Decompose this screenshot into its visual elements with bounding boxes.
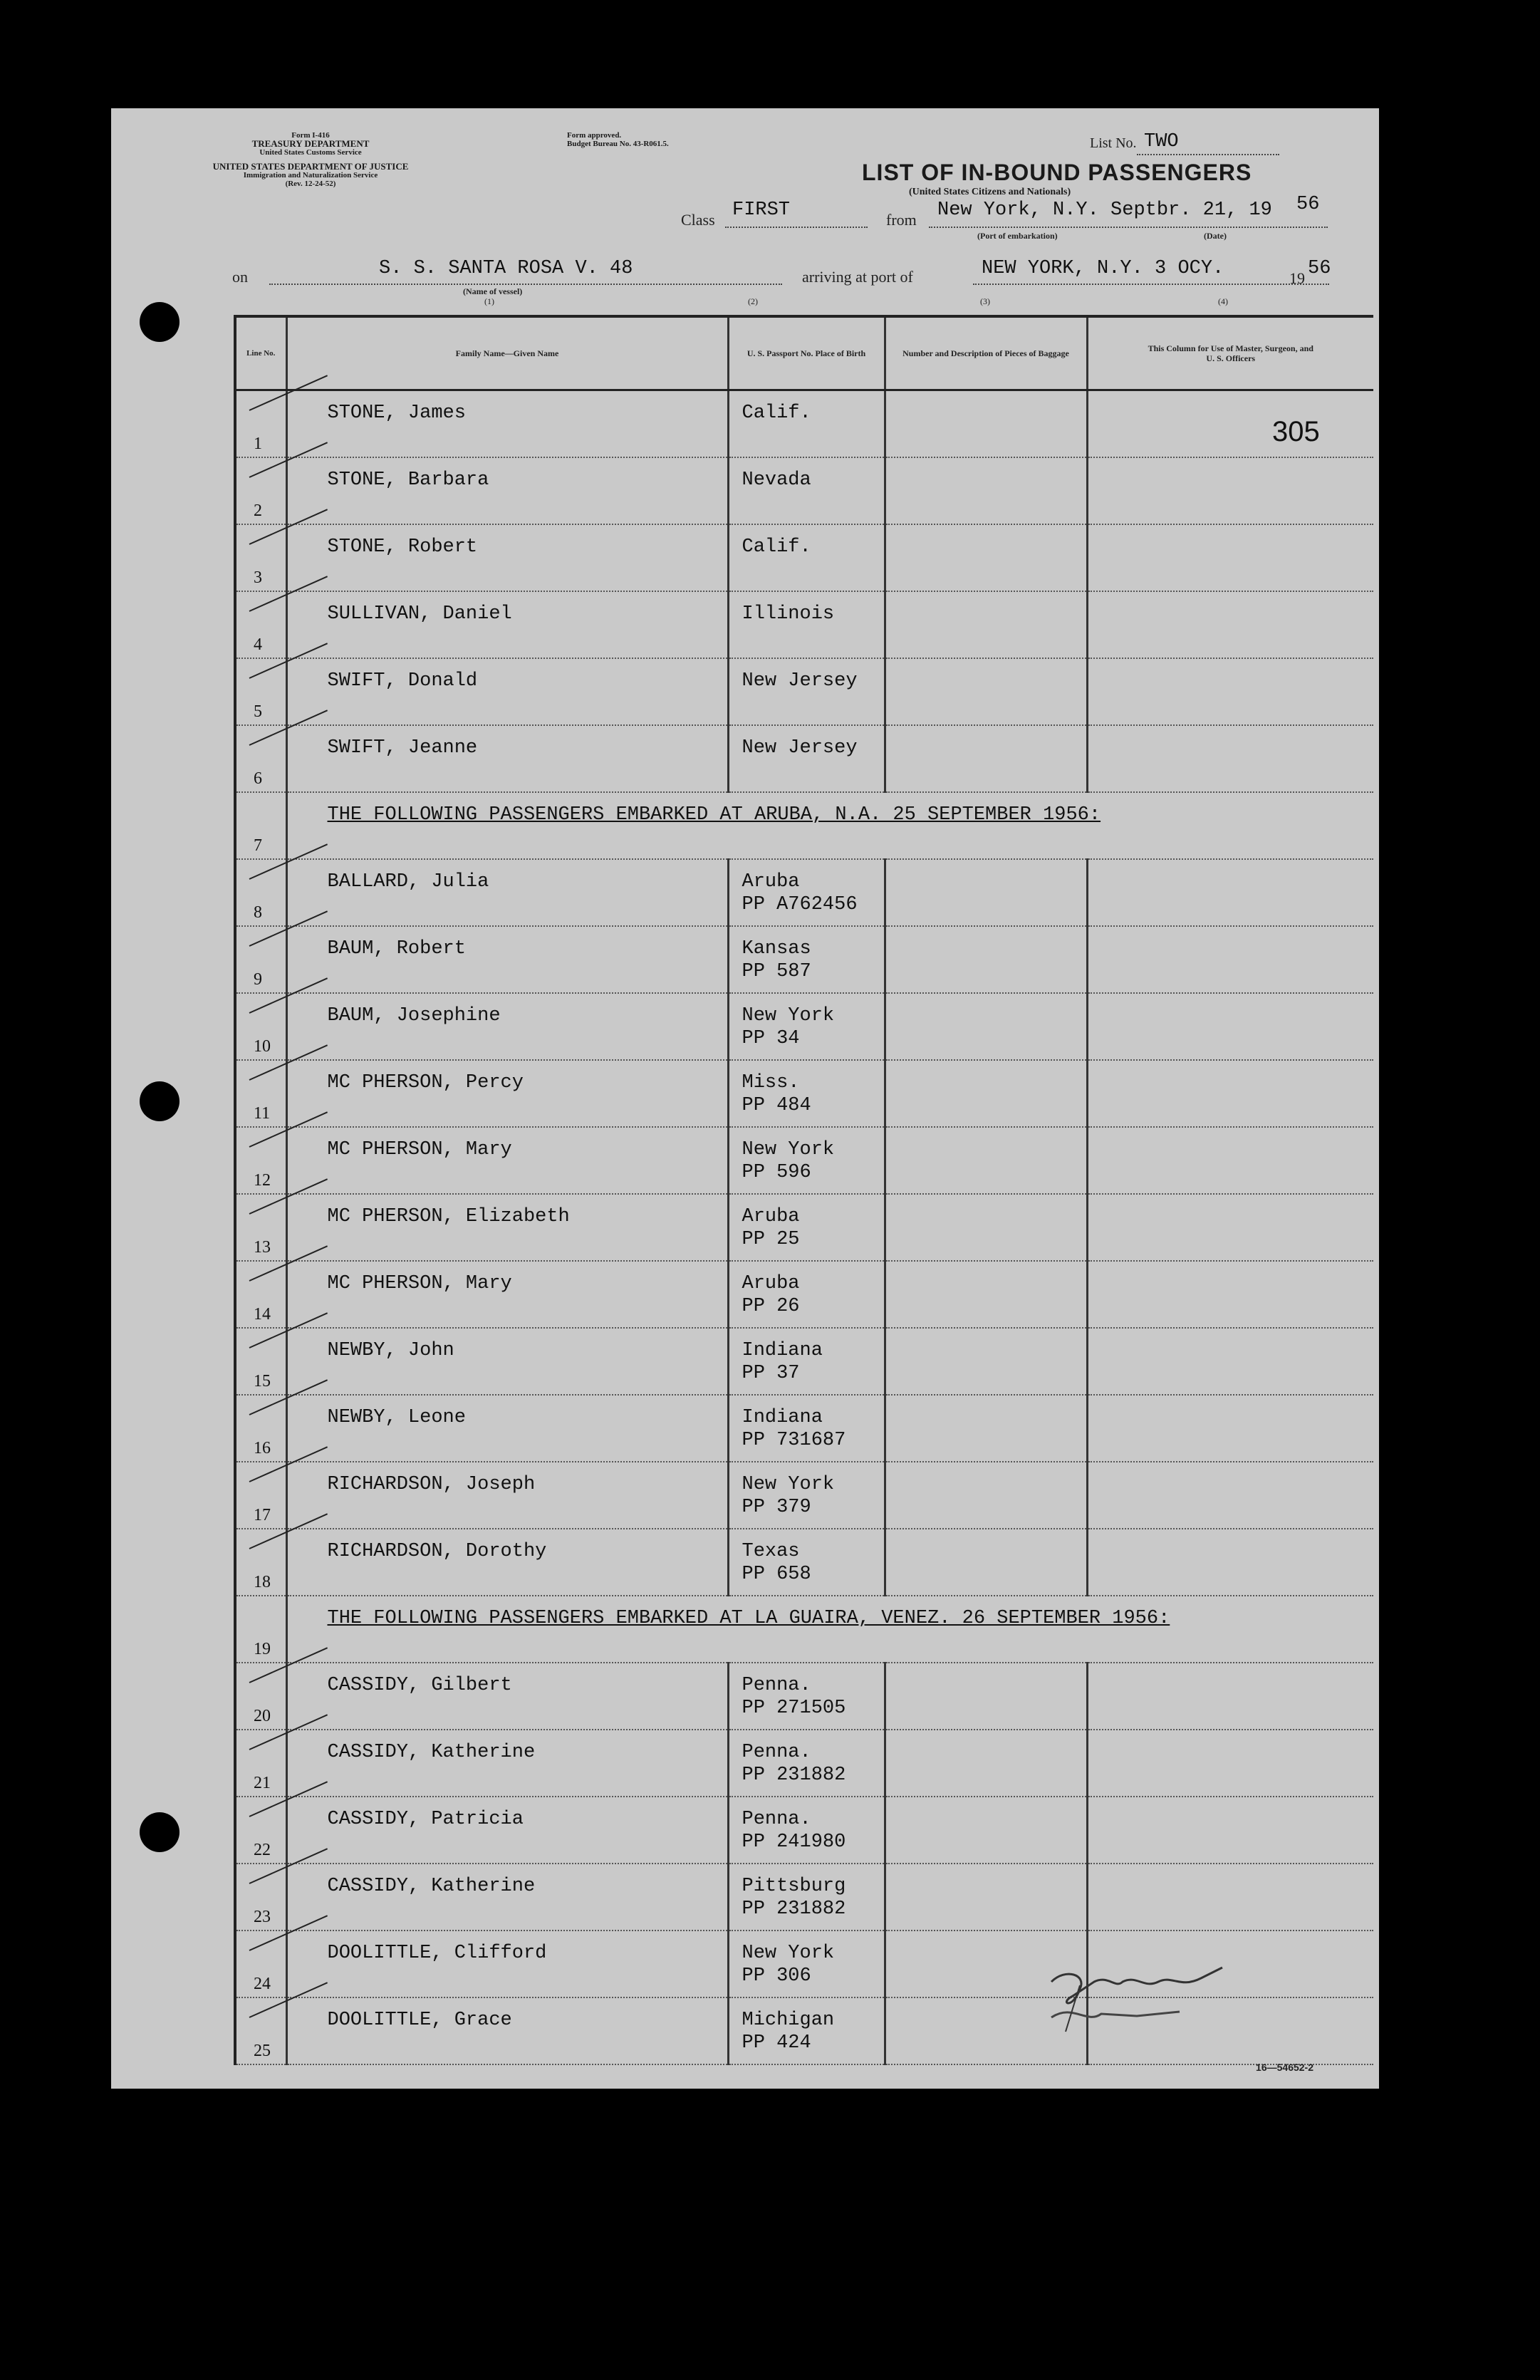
passenger-table (234, 315, 1373, 2065)
passport-cell (728, 1462, 885, 1529)
line-number: 21 (254, 1774, 271, 1792)
officers-cell (1087, 658, 1373, 725)
passport-cell (728, 390, 885, 458)
punch-hole-middle (140, 1081, 180, 1121)
form-justice-line: UNITED STATES DEPARTMENT OF JUSTICE (212, 161, 409, 172)
budget-bureau-line: Budget Bureau No. 43-R061.5. (567, 140, 669, 148)
line-number: 18 (254, 1573, 271, 1591)
passport-cell (728, 1930, 885, 1997)
name-cell (286, 993, 728, 1060)
baggage-cell (885, 1194, 1087, 1261)
line-no-cell (235, 1997, 286, 2064)
line-number: 10 (254, 1037, 271, 1056)
line-number: 16 (254, 1439, 271, 1457)
place-of-birth: Texas (742, 1541, 800, 1562)
line-number: 13 (254, 1238, 271, 1257)
passport-cell (728, 1194, 885, 1261)
baggage-cell (885, 1127, 1087, 1194)
arriving-dots (973, 284, 1329, 285)
baggage-cell (885, 390, 1087, 458)
table-row (235, 1797, 1373, 1864)
line-number: 14 (254, 1305, 271, 1324)
place-of-birth: New York (742, 1474, 835, 1495)
table-row (235, 926, 1373, 993)
passenger-name: BALLARD, Julia (327, 871, 489, 893)
caption-3: (3) (980, 296, 990, 306)
col-baggage: Number and Description of Pieces of Baggage (885, 316, 1087, 390)
officers-cell (1087, 1797, 1373, 1864)
place-of-birth: Aruba (742, 1273, 800, 1294)
passport-number: PP 306 (742, 1965, 811, 1987)
section-note-row (235, 1596, 1373, 1663)
officers-cell (1087, 1127, 1373, 1194)
line-number: 17 (254, 1506, 271, 1524)
place-of-birth: Miss. (742, 1072, 800, 1093)
passenger-name: RICHARDSON, Dorothy (327, 1541, 547, 1562)
table-row (235, 859, 1373, 926)
place-of-birth: Pittsburg (742, 1876, 846, 1897)
name-cell (286, 524, 728, 591)
place-of-birth: Penna. (742, 1675, 811, 1696)
form-id-block (204, 131, 417, 188)
port-caption: (Port of embarkation) (977, 231, 1058, 241)
passport-cell (728, 859, 885, 926)
baggage-cell (885, 993, 1087, 1060)
passenger-name: CASSIDY, Katherine (327, 1876, 536, 1897)
name-cell (286, 457, 728, 524)
passport-cell (728, 1328, 885, 1395)
name-cell (286, 859, 728, 926)
place-of-birth: Penna. (742, 1809, 811, 1830)
line-no-cell (235, 1395, 286, 1462)
name-cell (286, 926, 728, 993)
passport-number: PP 379 (742, 1497, 811, 1518)
table-row (235, 1529, 1373, 1596)
passenger-name: STONE, James (327, 402, 466, 424)
passport-number: PP 241980 (742, 1831, 846, 1853)
vessel-caption: (Name of vessel) (463, 286, 523, 296)
caption-4: (4) (1218, 296, 1228, 306)
line-no-cell (235, 725, 286, 792)
punch-hole-bottom (140, 1812, 180, 1852)
form-number: 16—54652-2 (1256, 2062, 1313, 2073)
place-of-birth: Aruba (742, 871, 800, 893)
line-no-cell (235, 1596, 286, 1663)
line-number: 12 (254, 1171, 271, 1190)
table-row (235, 457, 1373, 524)
name-cell (286, 1730, 728, 1797)
form-rev-line: (Rev. 12-24-52) (285, 180, 336, 188)
class-label: Class (681, 211, 715, 229)
officers-cell (1087, 1328, 1373, 1395)
line-number: 19 (254, 1640, 271, 1658)
passport-number: PP 658 (742, 1564, 811, 1585)
line-number: 3 (254, 568, 262, 587)
passenger-name: CASSIDY, Gilbert (327, 1675, 512, 1696)
table-row (235, 1864, 1373, 1930)
form-id-line: Form I-416 (291, 131, 330, 140)
arriving-year: 56 (1308, 258, 1331, 279)
class-value: FIRST (732, 199, 791, 221)
table-row (235, 658, 1373, 725)
name-cell (286, 1997, 728, 2064)
passenger-name: MC PHERSON, Elizabeth (327, 1206, 570, 1227)
table-row (235, 1194, 1373, 1261)
line-no-cell (235, 859, 286, 926)
table-row (235, 725, 1373, 792)
place-of-birth: Michigan (742, 2010, 835, 2031)
line-no-cell (235, 792, 286, 859)
officers-cell (1087, 524, 1373, 591)
baggage-cell (885, 524, 1087, 591)
caption-2: (2) (748, 296, 758, 306)
line-no-cell (235, 926, 286, 993)
passport-number: PP 25 (742, 1229, 800, 1250)
passport-cell (728, 993, 885, 1060)
baggage-cell (885, 591, 1087, 658)
passenger-name: STONE, Barbara (327, 469, 489, 491)
officers-cell (1087, 926, 1373, 993)
line-no-cell (235, 1864, 286, 1930)
officers-cell (1087, 1663, 1373, 1730)
line-number: 20 (254, 1707, 271, 1725)
passenger-name: DOOLITTLE, Grace (327, 2010, 512, 2031)
officers-cell (1087, 1060, 1373, 1127)
form-service-line: United States Customs Service (259, 148, 362, 157)
passport-number: PP 271505 (742, 1698, 846, 1719)
place-of-birth: Indiana (742, 1407, 823, 1428)
baggage-cell (885, 1663, 1087, 1730)
from-value: New York, N.Y. Septbr. 21, 19 (937, 199, 1272, 221)
date-caption: (Date) (1204, 231, 1227, 241)
table-row (235, 993, 1373, 1060)
officers-cell (1087, 1261, 1373, 1328)
table-row (235, 1060, 1373, 1127)
form-approved-line: Form approved. (567, 131, 622, 140)
arriving-year-prefix: 19 (1289, 269, 1305, 287)
name-cell (286, 1328, 728, 1395)
officers-cell (1087, 1864, 1373, 1930)
arriving-value: NEW YORK, N.Y. 3 OCY. (982, 258, 1224, 279)
line-no-cell (235, 1328, 286, 1395)
passport-cell (728, 1997, 885, 2064)
passenger-name: SWIFT, Jeanne (327, 737, 478, 759)
officers-cell (1087, 1529, 1373, 1596)
place-of-birth: Nevada (742, 469, 811, 491)
line-number: 15 (254, 1372, 271, 1391)
passport-cell (728, 926, 885, 993)
passport-cell (728, 1127, 885, 1194)
from-year: 56 (1296, 194, 1320, 215)
line-no-cell (235, 390, 286, 458)
passenger-name: STONE, Robert (327, 536, 478, 558)
line-no-cell (235, 1930, 286, 1997)
punch-hole-top (140, 302, 180, 342)
passport-number: PP 731687 (742, 1430, 846, 1451)
col-name: Family Name—Given Name (286, 316, 728, 390)
baggage-cell (885, 1261, 1087, 1328)
passport-number: PP 424 (742, 2032, 811, 2054)
page-title: LIST OF IN-BOUND PASSENGERS (862, 160, 1252, 185)
line-no-cell (235, 524, 286, 591)
passenger-name: BAUM, Josephine (327, 1005, 501, 1027)
passenger-name: BAUM, Robert (327, 938, 466, 960)
line-no-cell (235, 1060, 286, 1127)
passport-number: PP 484 (742, 1095, 811, 1116)
list-no-value: TWO (1144, 131, 1179, 152)
passport-number: PP 587 (742, 961, 811, 982)
baggage-cell (885, 1864, 1087, 1930)
name-cell (286, 658, 728, 725)
list-no-dots (1137, 154, 1279, 155)
passenger-name: CASSIDY, Katherine (327, 1742, 536, 1763)
officers-cell (1087, 859, 1373, 926)
table-row (235, 1127, 1373, 1194)
line-number: 22 (254, 1841, 271, 1859)
vessel-value: S. S. SANTA ROSA V. 48 (379, 258, 633, 279)
place-of-birth: New Jersey (742, 670, 858, 692)
table-header-row (235, 316, 1373, 390)
passport-cell (728, 725, 885, 792)
passenger-name: RICHARDSON, Joseph (327, 1474, 536, 1495)
col-officers: This Column for Use of Master, Surgeon, and U. S. Officers (1087, 316, 1373, 390)
vessel-dots (269, 284, 782, 285)
page-subtitle: (United States Citizens and Nationals) (909, 187, 1071, 197)
list-no-label: List No. (1090, 135, 1137, 151)
officers-cell (1087, 1395, 1373, 1462)
section-note-row (235, 792, 1373, 859)
from-dots (929, 227, 1328, 228)
form-ins-line: Immigration and Naturalization Service (243, 171, 378, 180)
place-of-birth: Illinois (742, 603, 835, 625)
baggage-cell (885, 1395, 1087, 1462)
name-cell (286, 1930, 728, 1997)
line-number: 24 (254, 1975, 271, 1993)
line-no-cell (235, 1462, 286, 1529)
passport-cell (728, 1797, 885, 1864)
baggage-cell (885, 1060, 1087, 1127)
table-row (235, 1261, 1373, 1328)
arriving-label: arriving at port of (802, 268, 913, 286)
name-cell (286, 1395, 728, 1462)
passport-cell (728, 457, 885, 524)
passenger-name: NEWBY, John (327, 1340, 454, 1361)
on-label: on (232, 268, 248, 286)
baggage-cell (885, 1529, 1087, 1596)
table-row (235, 524, 1373, 591)
place-of-birth: Indiana (742, 1340, 823, 1361)
passport-number: PP 37 (742, 1363, 800, 1384)
passport-number: PP 596 (742, 1162, 811, 1183)
officers-cell (1087, 591, 1373, 658)
passenger-name: MC PHERSON, Mary (327, 1139, 512, 1160)
name-cell (286, 1529, 728, 1596)
place-of-birth: New York (742, 1943, 835, 1964)
name-cell (286, 1663, 728, 1730)
passport-number: PP 34 (742, 1028, 800, 1049)
passport-cell (728, 1864, 885, 1930)
line-number: 5 (254, 702, 262, 721)
baggage-cell (885, 926, 1087, 993)
passenger-name: MC PHERSON, Mary (327, 1273, 512, 1294)
line-number: 4 (254, 635, 262, 654)
line-number: 11 (254, 1104, 271, 1123)
place-of-birth: New York (742, 1005, 835, 1027)
line-number: 1 (254, 435, 262, 453)
place-of-birth: Aruba (742, 1206, 800, 1227)
passport-cell (728, 591, 885, 658)
baggage-cell (885, 725, 1087, 792)
place-of-birth: Calif. (742, 536, 811, 558)
form-approved-block (567, 131, 669, 148)
manifest-page (111, 108, 1379, 2089)
officer-signature (1037, 1960, 1237, 2039)
line-no-cell (235, 1663, 286, 1730)
passport-cell (728, 1395, 885, 1462)
officers-cell (1087, 993, 1373, 1060)
passport-cell (728, 1060, 885, 1127)
line-number: 7 (254, 836, 262, 855)
line-no-cell (235, 457, 286, 524)
officers-cell (1087, 390, 1373, 458)
passenger-name: DOOLITTLE, Clifford (327, 1943, 547, 1964)
line-number: 9 (254, 970, 262, 989)
name-cell (286, 390, 728, 458)
passport-cell (728, 1730, 885, 1797)
table-row (235, 390, 1373, 458)
name-cell (286, 725, 728, 792)
officers-cell (1087, 725, 1373, 792)
passenger-name: CASSIDY, Patricia (327, 1809, 524, 1830)
stamp-number: 305 (1272, 416, 1320, 447)
line-no-cell (235, 1529, 286, 1596)
line-no-cell (235, 1797, 286, 1864)
passenger-name: SULLIVAN, Daniel (327, 603, 512, 625)
passport-number: PP 231882 (742, 1765, 846, 1786)
baggage-cell (885, 1328, 1087, 1395)
name-cell (286, 1060, 728, 1127)
line-no-cell (235, 993, 286, 1060)
baggage-cell (885, 457, 1087, 524)
line-no-cell (235, 1127, 286, 1194)
name-cell (286, 1194, 728, 1261)
embarkation-note: THE FOLLOWING PASSENGERS EMBARKED AT ARUBA, N.A. 25 SEPTEMBER 1956: (327, 804, 1101, 826)
passport-number: PP 26 (742, 1296, 800, 1317)
passport-cell (728, 1663, 885, 1730)
baggage-cell (885, 1462, 1087, 1529)
embarkation-note: THE FOLLOWING PASSENGERS EMBARKED AT LA GUAIRA, VENEZ. 26 SEPTEMBER 1956: (327, 1608, 1170, 1629)
table-row (235, 1328, 1373, 1395)
officers-cell (1087, 457, 1373, 524)
baggage-cell (885, 1797, 1087, 1864)
passport-cell (728, 1261, 885, 1328)
place-of-birth: New Jersey (742, 737, 858, 759)
note-cell (286, 792, 1373, 859)
name-cell (286, 1797, 728, 1864)
officers-cell (1087, 1194, 1373, 1261)
line-number: 25 (254, 2042, 271, 2060)
passport-cell (728, 1529, 885, 1596)
passenger-name: NEWBY, Leone (327, 1407, 466, 1428)
table-row (235, 591, 1373, 658)
line-number: 23 (254, 1908, 271, 1926)
passport-number: PP A762456 (742, 894, 858, 915)
baggage-cell (885, 658, 1087, 725)
passenger-name: MC PHERSON, Percy (327, 1072, 524, 1093)
place-of-birth: New York (742, 1139, 835, 1160)
place-of-birth: Kansas (742, 938, 811, 960)
line-number: 2 (254, 502, 262, 520)
name-cell (286, 1261, 728, 1328)
passport-cell (728, 524, 885, 591)
col-passport: U. S. Passport No. Place of Birth (728, 316, 885, 390)
table-row (235, 1462, 1373, 1529)
place-of-birth: Penna. (742, 1742, 811, 1763)
form-dept-line: TREASURY DEPARTMENT (251, 138, 370, 149)
line-number: 8 (254, 903, 262, 922)
note-cell (286, 1596, 1373, 1663)
vessel-col-num: (1) (484, 296, 494, 306)
line-no-cell (235, 1194, 286, 1261)
passenger-name: SWIFT, Donald (327, 670, 478, 692)
passport-cell (728, 658, 885, 725)
baggage-cell (885, 1730, 1087, 1797)
name-cell (286, 1462, 728, 1529)
passport-number: PP 231882 (742, 1898, 846, 1920)
officers-cell (1087, 1730, 1373, 1797)
name-cell (286, 1127, 728, 1194)
officers-cell (1087, 1462, 1373, 1529)
line-no-cell (235, 1261, 286, 1328)
table-row (235, 1663, 1373, 1730)
table-row (235, 1395, 1373, 1462)
line-no-cell (235, 658, 286, 725)
line-no-cell (235, 591, 286, 658)
from-label: from (886, 211, 917, 229)
name-cell (286, 591, 728, 658)
table-row (235, 1730, 1373, 1797)
baggage-cell (885, 859, 1087, 926)
name-cell (286, 1864, 728, 1930)
line-no-cell (235, 1730, 286, 1797)
col-line-no: Line No. (235, 316, 286, 390)
line-number: 6 (254, 769, 262, 788)
class-dots (725, 227, 868, 228)
place-of-birth: Calif. (742, 402, 811, 424)
